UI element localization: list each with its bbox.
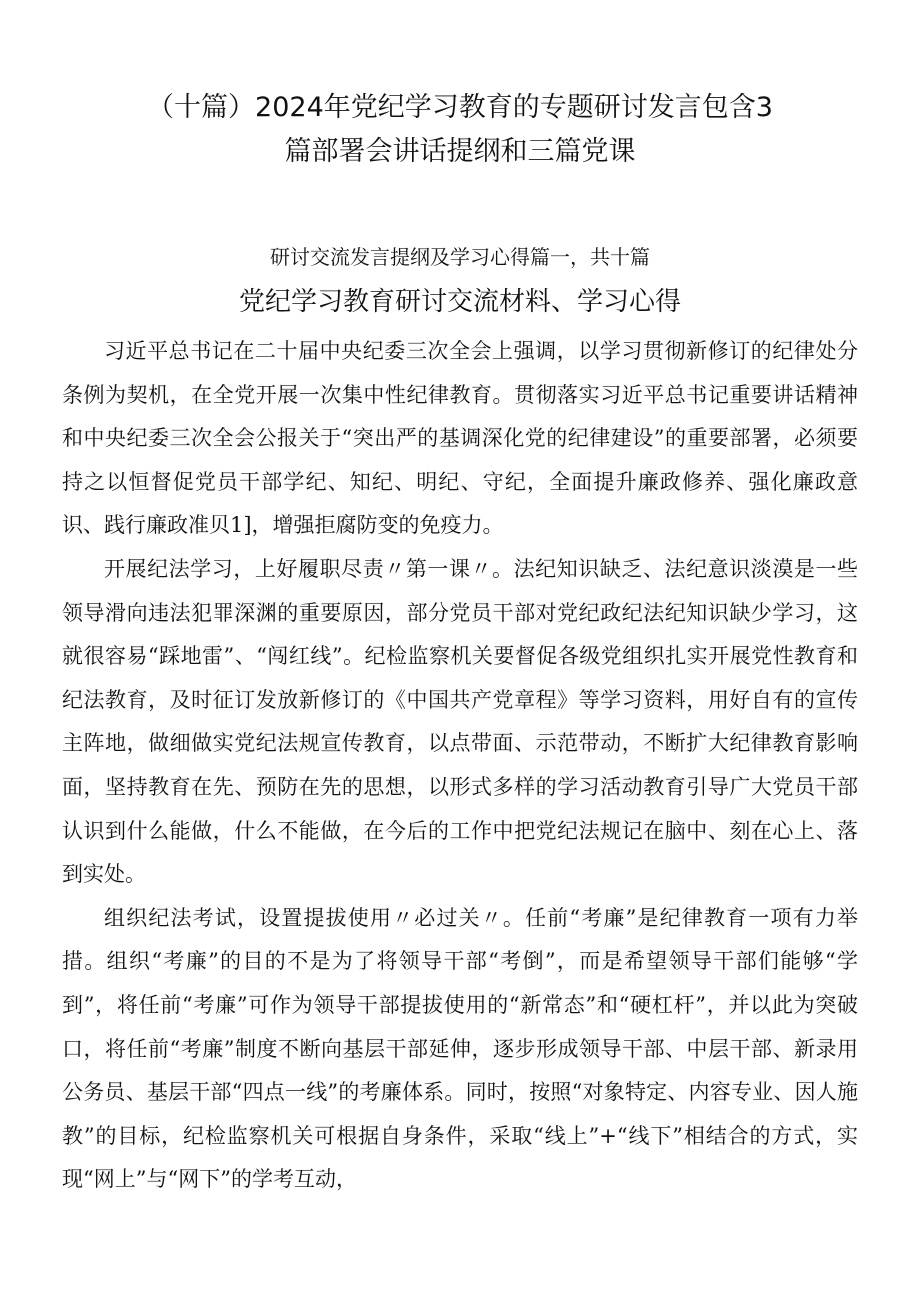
document-title (60, 86, 860, 174)
section-heading: 党纪学习教育研讨交流材料、学习心得 (238, 287, 681, 317)
document-title-line-1: （十篇）2024年党纪学习教育的专题研讨发言包含3 (147, 92, 773, 123)
body-paragraph-3: 组织纪法考试，设置提拔使用〃必过关〃。任前“考廉”是纪律教育一项有力举措。组织“考廉”的目的不是为了将领导干部“考倒”，而是希望领导干部们能够“学到”，将任前“考廉”可作为领导干部提拔使用的“新常态”和“硬杠杆”，并以此为突破口，将任前“考廉”制度不断向基层干部延伸，逐步形成领导干部、中层干部、新录用公务员、基层干部“四点一线”的考廉体系。同时，按照“对象特定、内容专业、因人施教”的目标，纪检监察机关可根据自身条件，采取“线上”+“线下”相结合的方式，实现“网上”与“网下”的学考互动， (62, 905, 858, 1192)
document-title-line-2: 篇部署会讲话提纲和三篇党课 (284, 136, 636, 167)
body-paragraph-2: 开展纪法学习，上好履职尽责〃第一课〃。法纪知识缺乏、法纪意识淡漠是一些领导滑向违法犯罪深渊的重要原因，部分党员干部对党纪政纪法纪知识缺少学习，这就很容易“踩地雷”、“闯红线”。纪检监察机关要督促各级党组织扎实开展党性教育和纪法教育，及时征订发放新修订的《中国共产党章程》等学习资料，用好自有的宣传主阵地，做细做实党纪法规宣传教育，以点带面、示范带动，不断扩大纪律教育影响面，坚持教育在先、预防在先的思想，以形式多样的学习活动教育引导广大党员干部认识到什么能做，什么不能做，在今后的工作中把党纪法规记在脑中、刻在心上、落到实处。 (62, 556, 858, 887)
body-paragraph-1: 习近平总书记在二十届中央纪委三次全会上强调，以学习贯彻新修订的纪律处分条例为契机，在全党开展一次集中性纪律教育。贯彻落实习近平总书记重要讲话精神和中央纪委三次全会公报关于“突出严的基调深化党的纪律建设”的重要部署，必须要持之以恒督促党员干部学纪、知纪、明纪、守纪，全面提升廉政修养、强化廉政意识、践行廉政准贝1]，增强拒腐防变的免疫力。 (62, 339, 858, 538)
document-subtitle: 研讨交流发言提纲及学习心得篇一，共十篇 (270, 245, 650, 269)
document-body (62, 330, 858, 1202)
